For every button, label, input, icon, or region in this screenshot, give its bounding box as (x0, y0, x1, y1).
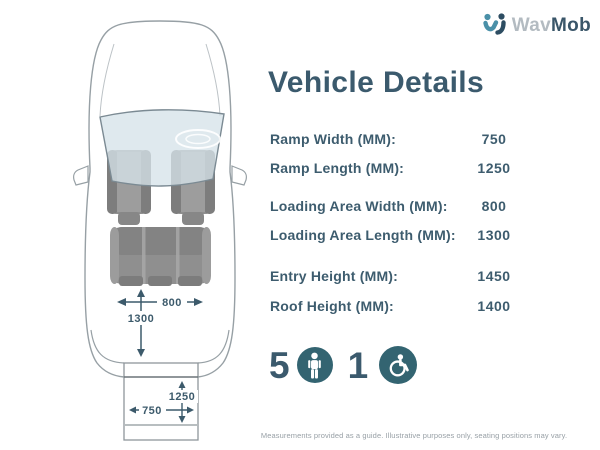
spec-value: 1400 (477, 298, 511, 314)
spec-value: 1300 (477, 227, 511, 243)
right-mirror (232, 166, 246, 185)
spec-label: Roof Height (MM): (270, 298, 394, 314)
wavmob-logo (482, 12, 591, 39)
spec-value: 1250 (477, 160, 511, 176)
spec-row-roof-height (270, 298, 536, 318)
spec-row-ramp-width (270, 131, 536, 151)
spec-row-loading-area-width (270, 198, 536, 218)
loading-length-label: 1300 (127, 313, 155, 325)
wheelchair-count: 1 (347, 344, 369, 386)
spec-label: Ramp Length (MM): (270, 160, 405, 176)
spec-value: 800 (481, 198, 507, 214)
disclaimer-text: Measurements provided as a guide. Illustrative purposes only, seating positions may vary. (260, 431, 568, 440)
ramp-length-label: 1250 (168, 391, 196, 403)
spec-value: 1450 (477, 268, 511, 284)
logo-wordmark (512, 15, 591, 37)
spec-value: 750 (481, 131, 507, 147)
spec-row-ramp-length (270, 160, 536, 180)
page-title: Vehicle Details (268, 66, 485, 99)
loading-width-label: 800 (162, 297, 182, 309)
logo-text-mob: Mob (551, 14, 591, 36)
spec-label: Ramp Width (MM): (270, 131, 396, 147)
person-icon (297, 347, 333, 383)
wavmob-logo-icon (482, 12, 509, 39)
capacity-row (269, 346, 417, 384)
spec-label: Loading Area Length (MM): (270, 227, 456, 243)
spec-label: Entry Height (MM): (270, 268, 399, 284)
left-mirror (74, 166, 88, 185)
logo-text-wav: Wav (511, 14, 552, 36)
spec-label: Loading Area Width (MM): (270, 198, 448, 214)
spec-row-entry-height (270, 268, 536, 288)
ramp-width-label: 750 (142, 405, 162, 417)
rear-bench-seat (110, 227, 211, 286)
wheelchair-icon (379, 346, 417, 384)
car-top-view-diagram (0, 0, 260, 450)
spec-row-loading-area-length (270, 227, 536, 247)
seat-count: 5 (269, 344, 290, 386)
